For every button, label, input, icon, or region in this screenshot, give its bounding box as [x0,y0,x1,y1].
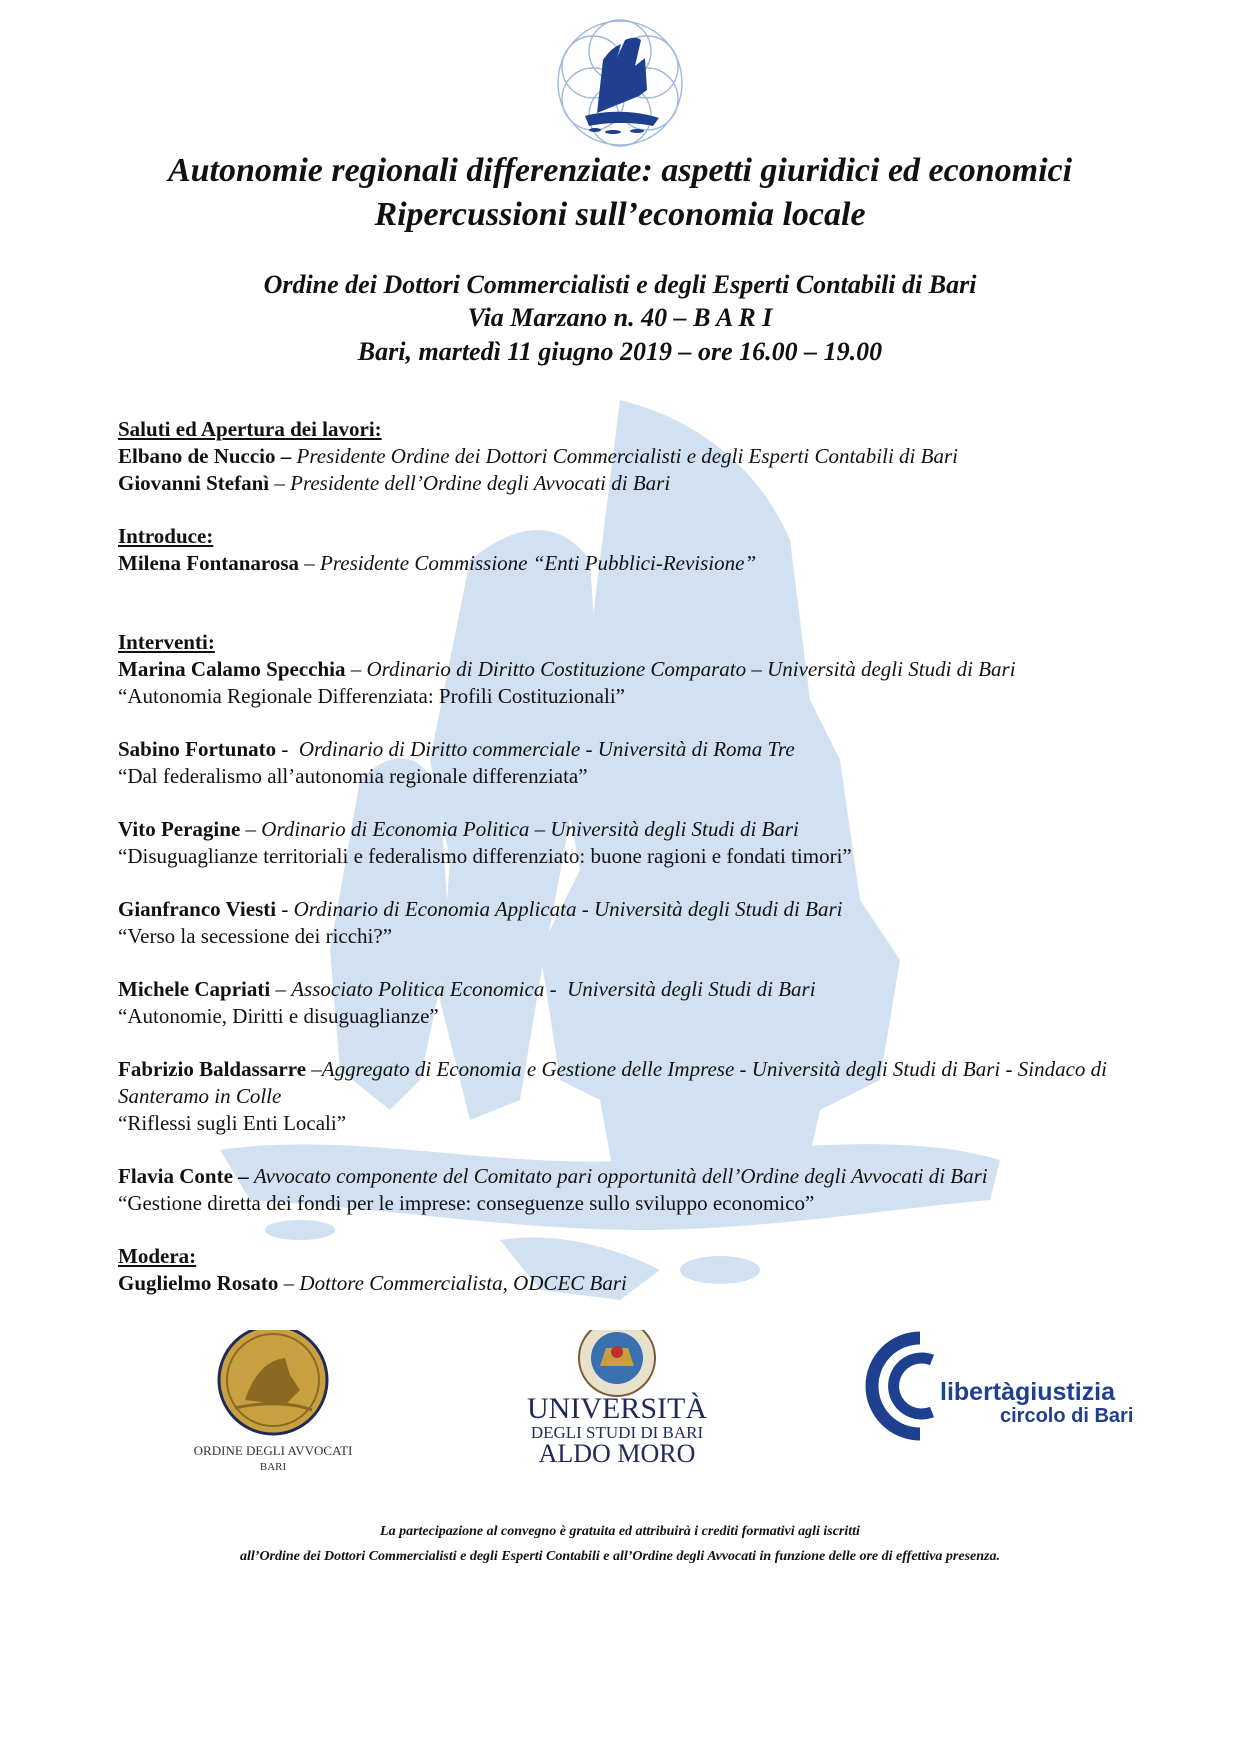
speaker-entry [118,816,1158,870]
section-heading-saluti: Saluti ed Apertura dei lavori: [118,417,382,441]
separator: – [299,551,321,575]
separator: - [276,897,294,921]
libertagiustizia-logo-icon [872,1338,932,1434]
footer-note-line2: all’Ordine dei Dottori Commercialisti e degli Esperti Contabili e all’Ordine degli Avvocati in funzione delle ore di effettiva presenza. [240,1549,1000,1564]
speaker-entry [118,443,1158,470]
speaker-role: Presidente dell’Ordine degli Avvocati di Bari [290,471,671,495]
talk-title: “Disuguaglianze territoriali e federalismo differenziato: buone ragioni e fondati timori” [118,844,852,868]
address: Via Marzano n. 40 – B A R I [467,303,773,332]
speaker-name: Vito Peragine [118,817,241,841]
speaker-entry [118,736,1158,790]
speaker-role: Presidente Commissione “Enti Pubblici-Revisione” [320,551,757,575]
speaker-name: Elbano de Nuccio – [118,444,297,468]
separator: – [278,1271,300,1295]
university-seal-icon [579,1330,655,1396]
speaker-entry [118,656,1158,710]
avvocati-line1: ORDINE DEGLI AVVOCATI [193,1443,353,1458]
speaker-role: Avvocato componente del Comitato pari opportunità dell’Ordine degli Avvocati di Bari [253,1164,988,1188]
section-heading-modera: Modera: [118,1244,197,1268]
speaker-name: Gianfranco Viesti [118,897,277,921]
separator: – [240,817,262,841]
talk-title: “Riflessi sugli Enti Locali” [118,1111,347,1135]
speaker-name: Marina Calamo Specchia [118,657,346,681]
talk-title: “Autonomie, Diritti e disuguaglianze” [118,1004,439,1028]
program [118,416,1158,1297]
separator: – [306,1057,322,1081]
avvocati-line2: BARI [259,1461,287,1473]
separator: – [269,471,291,495]
talk-title: “Dal federalismo all’autonomia regionale differenziata” [118,764,588,788]
speaker-entry [118,1163,1158,1217]
speaker-role: Ordinario di Economia Applicata - Università degli Studi di Bari [293,897,843,921]
speaker-role: Ordinario di Economia Politica – Università degli Studi di Bari [261,817,799,841]
speaker-name: Flavia Conte – [118,1164,254,1188]
title-line-1: Autonomie regionali differenziate: aspetti giuridici ed economici [167,152,1073,189]
university-line1: UNIVERSITÀ [527,1392,707,1425]
speaker-entry [118,1270,1158,1297]
speaker-name: Milena Fontanarosa [118,551,300,575]
speaker-name: Giovanni Stefanì [118,471,270,495]
section-heading-interventi: Interventi: [118,630,215,654]
organizer: Ordine dei Dottori Commercialisti e degli Esperti Contabili di Bari [263,270,977,299]
separator: – [345,657,367,681]
speaker-role: Ordinario di Diritto commerciale - Università di Roma Tre [298,737,795,761]
talk-title: “Autonomia Regionale Differenziata: Profili Costituzionali” [118,684,625,708]
sailboat-emblem-icon [555,18,685,148]
section-heading-introduce: Introduce: [118,524,214,548]
libertagiustizia-line2: circolo di Bari [1000,1405,1134,1427]
speaker-entry [118,1056,1158,1137]
university-line2: DEGLI STUDI DI BARI [530,1423,704,1442]
speaker-role: Presidente Ordine dei Dottori Commercialisti e degli Esperti Contabili di Bari [296,444,958,468]
title-line-2: Ripercussioni sull’economia locale [374,196,866,233]
speaker-role: Dottore Commercialista, ODCEC Bari [299,1271,627,1295]
speaker-entry [118,896,1158,950]
speaker-entry [118,470,1158,497]
speaker-entry [118,976,1158,1030]
avvocati-seal-icon [219,1330,327,1434]
speaker-name: Michele Capriati [118,977,271,1001]
event-datetime: Bari, martedì 11 giugno 2019 – ore 16.00 – 19.00 [357,337,883,366]
partner-logos [0,1330,1240,1480]
university-line3: ALDO MORO [538,1439,696,1468]
talk-title: “Gestione diretta dei fondi per le imprese: conseguenze sullo sviluppo economico” [118,1191,815,1215]
speaker-role: Ordinario di Diritto Costituzione Comparato – Università degli Studi di Bari [366,657,1016,681]
speaker-entry [118,550,1158,577]
speaker-name: Fabrizio Baldassarre [118,1057,307,1081]
talk-title: “Verso la secessione dei ricchi?” [118,924,393,948]
footer-note-line1: La partecipazione al convegno è gratuita ed attribuirà i crediti formativi agli iscritti [380,1524,860,1539]
libertagiustizia-line1: libertàgiustizia [940,1378,1116,1406]
speaker-name: Sabino Fortunato [118,737,277,761]
separator: – [270,977,292,1001]
speaker-name: Guglielmo Rosato [118,1271,279,1295]
separator: - [276,737,299,761]
speaker-role: Aggregato di Economia e Gestione delle Imprese - Università degli Studi di Bari - Sindaco di Santeramo in Colle [118,1057,1107,1108]
speaker-role: Associato Politica Economica - Università degli Studi di Bari [291,977,816,1001]
